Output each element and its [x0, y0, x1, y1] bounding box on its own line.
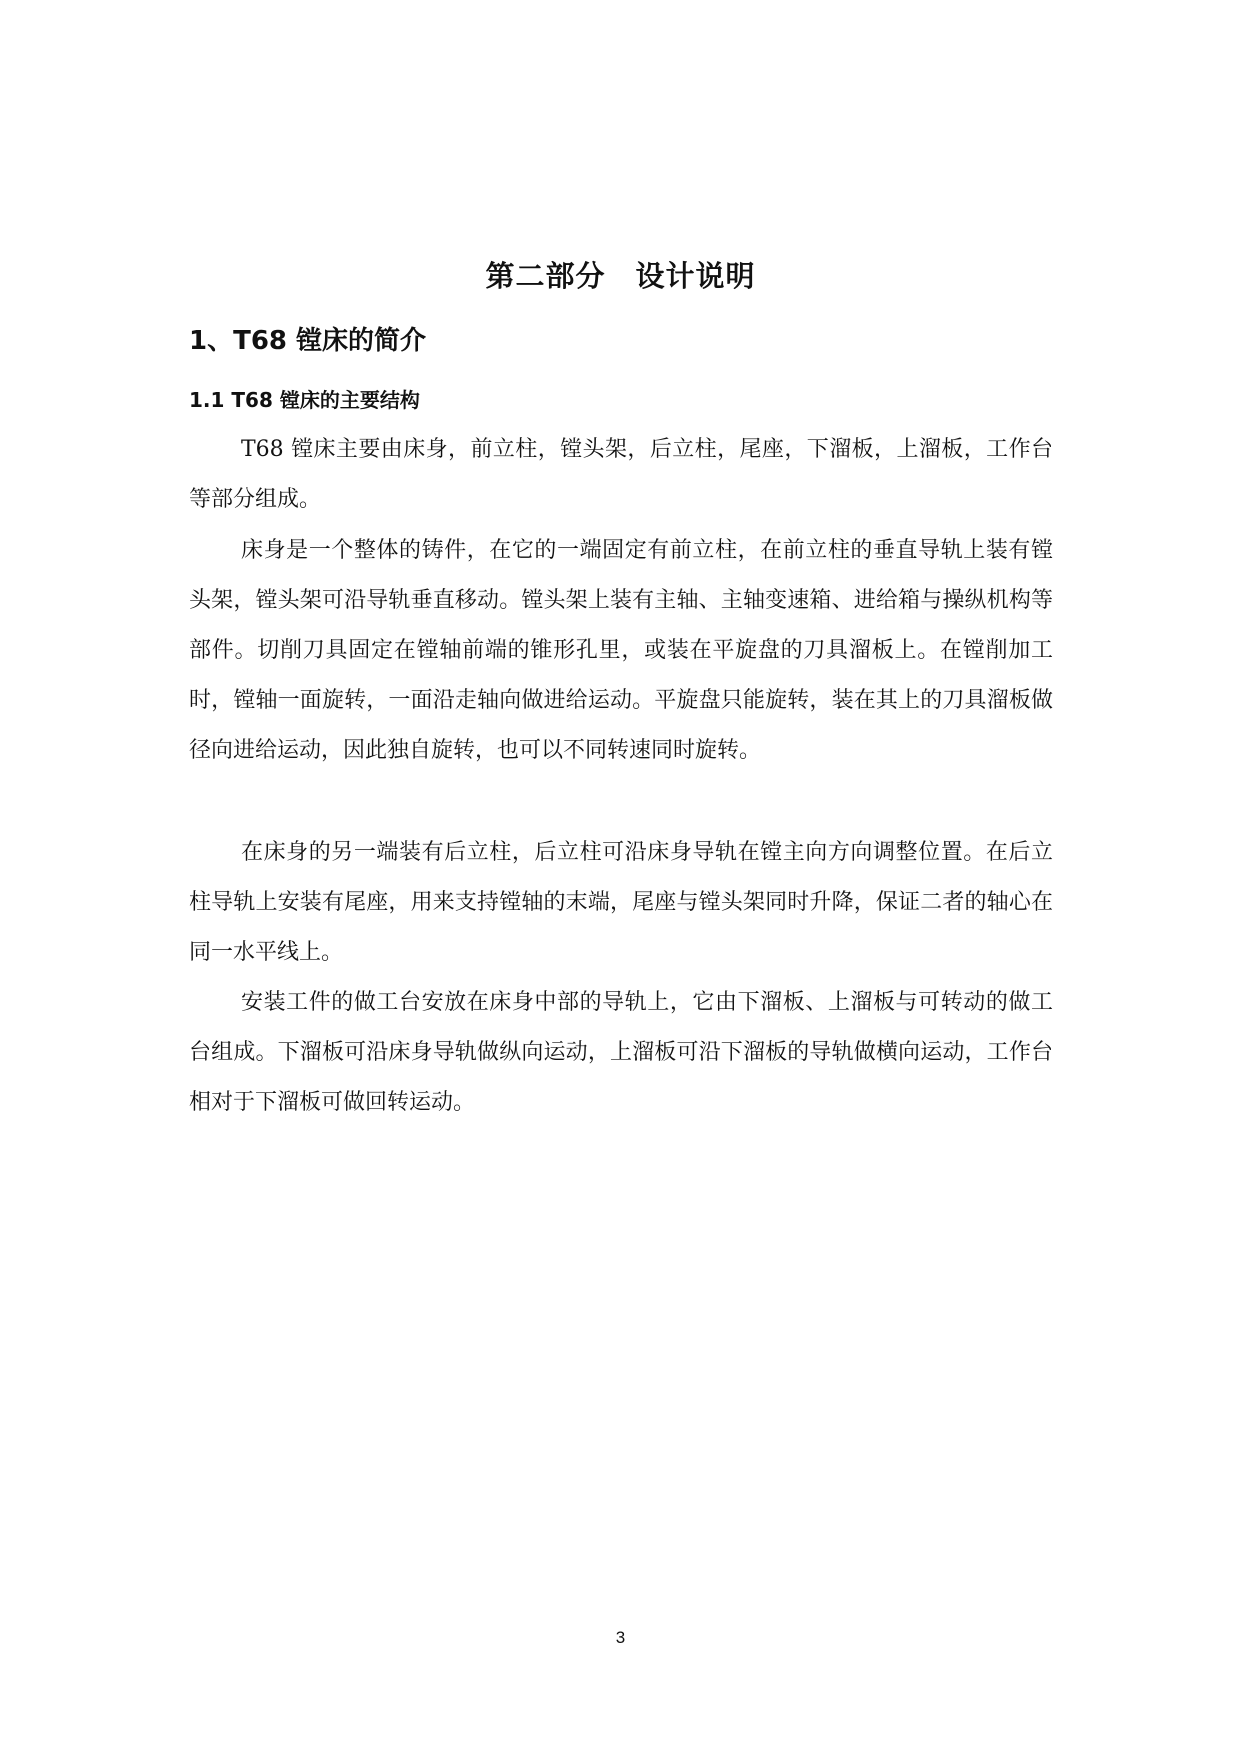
page-number: 3 [615, 1628, 626, 1647]
part-title-name: 设计说明 [635, 259, 756, 293]
paragraph-bed-and-column: 床身是一个整体的铸件，在它的一端固定有前立柱，在前立柱的垂直导轨上装有镗头架，镗头架可沿导轨垂直移动。镗头架上装有主轴、主轴变速箱、进给箱与操纵机构等部件。切削刀具固定在镗轴前端的锥形孔里，或装在平旋盘的刀具溜板上。在镗削加工时，镗轴一面旋转，一面沿走轴向做进给运动。平旋盘只能旋转，装在其上的刀具溜板做径向进给运动，因此独自旋转，也可以不同转速同时旋转。 [189, 538, 1053, 763]
paragraph-worktable: 安装工件的做工台安放在床身中部的导轨上，它由下溜板、上溜板与可转动的做工台组成。下溜板可沿床身导轨做纵向运动，上溜板可沿下溜板的导轨做横向运动，工作台相对于下溜板可做回转运动。 [189, 990, 1053, 1115]
subsection-heading: 1.1 T68 镗床的主要结构 [189, 388, 420, 412]
part-title-number: 第二部分 [485, 259, 606, 293]
part-title [0, 256, 1241, 296]
paragraph-rear-column: 在床身的另一端装有后立柱，后立柱可沿床身导轨在镗主向方向调整位置。在后立柱导轨上安装有尾座，用来支持镗轴的末端，尾座与镗头架同时升降，保证二者的轴心在同一水平线上。 [189, 840, 1053, 965]
section-heading: 1、T68 镗床的简介 [189, 326, 427, 356]
paragraph-main-structure: T68 镗床主要由床身，前立柱，镗头架，后立柱，尾座，下溜板，上溜板，工作台等部分组成。 [189, 437, 1053, 512]
